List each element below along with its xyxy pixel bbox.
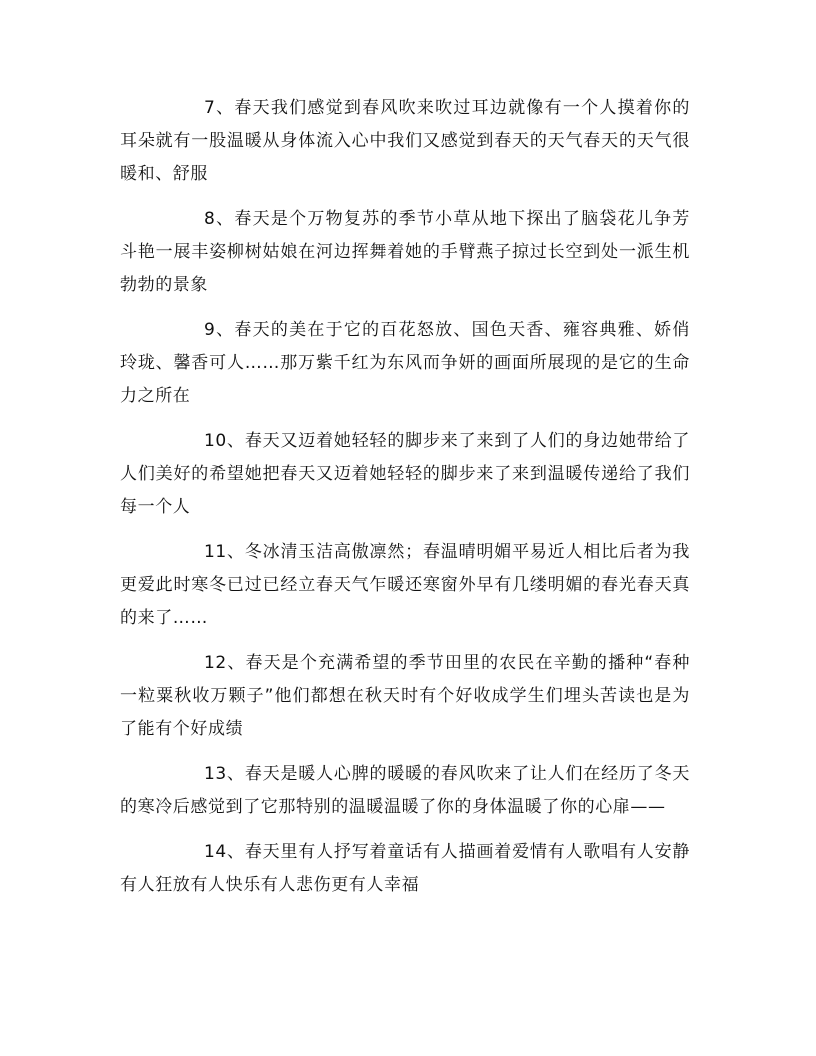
paragraph-9: 9、春天的美在于它的百花怒放、国色天香、雍容典雅、娇俏玲珑、馨香可人……那万紫千红为东风而争妍的画面所展现的是它的生命力之所在 [120,320,690,406]
paragraph-14: 14、春天里有人抒写着童话有人描画着爱情有人歌唱有人安静有人狂放有人快乐有人悲伤更有人幸福 [120,842,690,895]
paragraph-10: 10、春天又迈着她轻轻的脚步来了来到了人们的身边她带给了人们美好的希望她把春天又迈着她轻轻的脚步来了来到温暖传递给了我们每一个人 [120,431,690,517]
paragraph-11: 11、冬冰清玉洁高傲凛然；春温晴明媚平易近人相比后者为我更爱此时寒冬已过已经立春天气乍暖还寒窗外早有几缕明媚的春光春天真的来了…… [120,542,690,628]
paragraph-12: 12、春天是个充满希望的季节田里的农民在辛勤的播种“春种一粒粟秋收万颗子”他们都想在秋天时有个好收成学生们埋头苦读也是为了能有个好成绩 [120,653,690,739]
paragraph-7: 7、春天我们感觉到春风吹来吹过耳边就像有一个人摸着你的耳朵就有一股温暖从身体流入心中我们又感觉到春天的天气春天的天气很暖和、舒服 [120,98,690,184]
paragraph-8: 8、春天是个万物复苏的季节小草从地下探出了脑袋花儿争芳斗艳一展丰姿柳树姑娘在河边挥舞着她的手臂燕子掠过长空到处一派生机勃勃的景象 [120,209,690,295]
paragraph-13: 13、春天是暖人心脾的暖暖的春风吹来了让人们在经历了冬天的寒冷后感觉到了它那特别的温暖温暖了你的身体温暖了你的心扉—— [120,764,690,817]
document-body [120,92,690,914]
